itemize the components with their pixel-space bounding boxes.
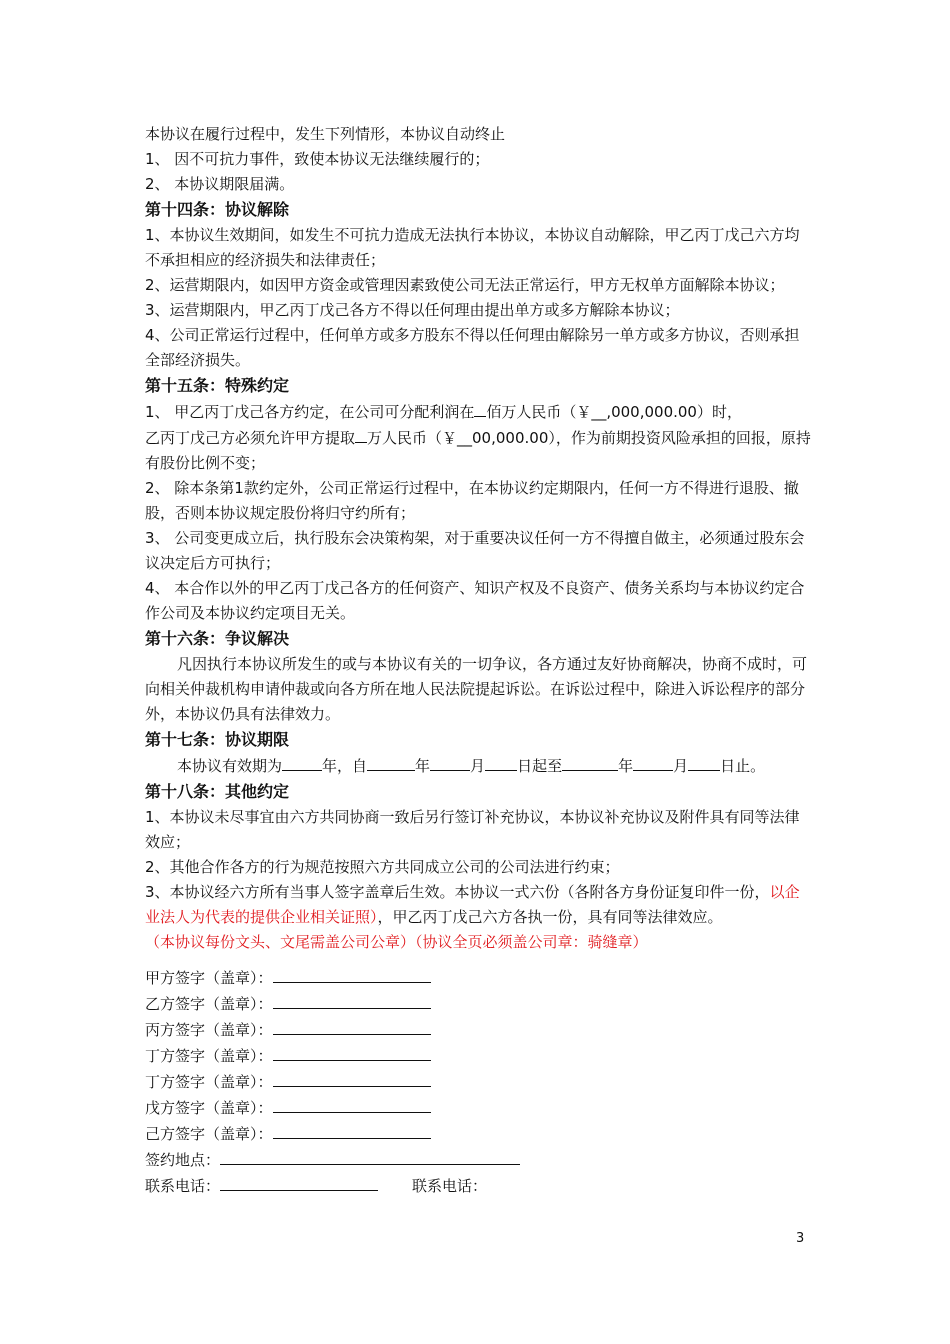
signature-line-party-f (145, 1121, 813, 1147)
signature-line-party-b (145, 991, 813, 1017)
term-text-6: 年 (618, 757, 634, 775)
article-18-title: 第十八条：其他约定 (145, 782, 290, 801)
signature-field[interactable] (273, 965, 431, 983)
a15-i1-part-a: 1、 甲乙丙丁戊己各方约定，在公司可分配利润在 (145, 403, 475, 421)
article-17-body (145, 753, 813, 779)
signing-place-line (145, 1147, 813, 1173)
term-text-2: 年，自 (322, 757, 368, 775)
blank-amount-2 (355, 425, 367, 443)
article-18-item-3 (145, 880, 813, 930)
blank-years (282, 753, 322, 771)
article-14-item-2: 2、运营期限内，如因甲方资金或管理因素致使公司无法正常运行，甲方无权单方面解除本协议； (145, 276, 785, 294)
blank-start-year (367, 753, 415, 771)
article-16-title: 第十六条：争议解决 (145, 629, 290, 648)
article-14-title: 第十四条：协议解除 (145, 200, 290, 219)
signature-field[interactable] (273, 991, 431, 1009)
signature-label: 己方签字（盖章）： (145, 1125, 273, 1143)
a18-i3-part-b: ，甲乙丙丁戊己六方各执一份，具有同等法律效应。 (377, 908, 723, 926)
signature-field[interactable] (273, 1017, 431, 1035)
term-text-8: 日止。 (720, 757, 766, 775)
signature-label: 戊方签字（盖章）： (145, 1099, 273, 1117)
term-text-1: 本协议有效期为 (177, 757, 283, 775)
phone-field[interactable] (220, 1173, 378, 1191)
signature-field[interactable] (273, 1069, 431, 1087)
signature-label: 丙方签字（盖章）： (145, 1021, 273, 1039)
blank-end-month (633, 753, 673, 771)
article-15-item-2: 2、 除本条第1款约定外，公司正常运行过程中，在本协议约定期限内，任何一方不得进行退股、撤股，否则本协议规定股份将归守约所有； (145, 479, 799, 522)
blank-end-year (562, 753, 618, 771)
article-17-title: 第十七条：协议期限 (145, 730, 290, 749)
signing-place-label: 签约地点： (145, 1151, 221, 1169)
signature-line-party-a (145, 965, 813, 991)
signature-line-party-e (145, 1095, 813, 1121)
signature-line-party-c (145, 1017, 813, 1043)
article-14-item-3: 3、运营期限内，甲乙丙丁戊己各方不得以任何理由提出单方或多方解除本协议； (145, 301, 680, 319)
a15-i1-part-c: 乙丙丁戊己方必须允许甲方提取 (145, 429, 356, 447)
a15-i1-part-b: 佰万人民币（￥__,000,000.00）时， (486, 403, 742, 421)
article-18-item-1: 1、本协议未尽事宜由六方共同协商一致后另行签订补充协议，本协议补充协议及附件具有同等法律效应； (145, 808, 800, 851)
article-15-item-4: 4、 本合作以外的甲乙丙丁戊己各方的任何资产、知识产权及不良资产、债务关系均与本协议约定合作公司及本协议约定项目无关。 (145, 579, 805, 622)
term-text-4: 月 (470, 757, 486, 775)
seal-note: （本协议每份文头、文尾需盖公司公章）（协议全页必须盖公司章：骑缝章） (145, 933, 648, 951)
intro-line: 本协议在履行过程中，发生下列情形，本协议自动终止 (145, 125, 506, 143)
article-14-item-1: 1、本协议生效期间，如发生不可抗力造成无法执行本协议，本协议自动解除，甲乙丙丁戊己六方均不承担相应的经济损失和法律责任； (145, 226, 800, 269)
blank-start-month (430, 753, 470, 771)
term-text-5: 日起至 (517, 757, 563, 775)
signature-line-party-d (145, 1043, 813, 1069)
article-16-body: 凡因执行本协议所发生的或与本协议有关的一切争议，各方通过友好协商解决，协商不成时，可向相关仲裁机构申请仲裁或向各方所在地人民法院提起诉讼。在诉讼过程中，除进入诉讼程序的部分外，本协议仍具有法律效力。 (145, 655, 808, 723)
blank-start-day (485, 753, 517, 771)
term-text-3: 年 (415, 757, 431, 775)
signing-place-field[interactable] (220, 1147, 520, 1165)
intro-item-2: 2、 本协议期限届满。 (145, 175, 295, 193)
intro-item-1: 1、 因不可抗力事件，致使本协议无法继续履行的； (145, 150, 490, 168)
phone-label-2: 联系电话： (412, 1177, 488, 1195)
a18-i3-part-a: 3、本协议经六方所有当事人签字盖章后生效。本协议一式六份（各附各方身份证复印件一份， (145, 883, 770, 901)
article-14-item-4: 4、公司正常运行过程中，任何单方或多方股东不得以任何理由解除另一单方或多方协议，否则承担全部经济损失。 (145, 326, 800, 369)
page-number: 3 (796, 1231, 805, 1246)
signature-label: 丁方签字（盖章）： (145, 1047, 273, 1065)
phone-line (145, 1173, 813, 1199)
a15-i1-part-d: 万人民币（￥__00,000.00），作为前期投资风险承担的回报，原持有股份比例不变； (145, 429, 811, 472)
signature-line-party-d-2 (145, 1069, 813, 1095)
article-15-item-1 (145, 399, 813, 476)
signature-label: 甲方签字（盖章）： (145, 969, 273, 987)
signature-field[interactable] (273, 1095, 431, 1113)
article-15-title: 第十五条：特殊约定 (145, 376, 290, 395)
blank-amount (474, 399, 486, 417)
document-page (145, 122, 813, 1199)
signature-field[interactable] (273, 1043, 431, 1061)
term-text-7: 月 (673, 757, 689, 775)
signature-label: 丁方签字（盖章）： (145, 1073, 273, 1091)
signature-label: 乙方签字（盖章）： (145, 995, 273, 1013)
phone-label: 联系电话： (145, 1177, 221, 1195)
article-15-item-3: 3、 公司变更成立后，执行股东会决策构架，对于重要决议任何一方不得擅自做主，必须通过股东会议决定后方可执行； (145, 529, 805, 572)
a18-i3-red-text: 以企业法人为代表的提供企业相关证照） (145, 883, 800, 926)
blank-end-day (688, 753, 720, 771)
signature-field[interactable] (273, 1121, 431, 1139)
article-18-item-2: 2、其他合作各方的行为规范按照六方共同成立公司的公司法进行约束； (145, 858, 620, 876)
